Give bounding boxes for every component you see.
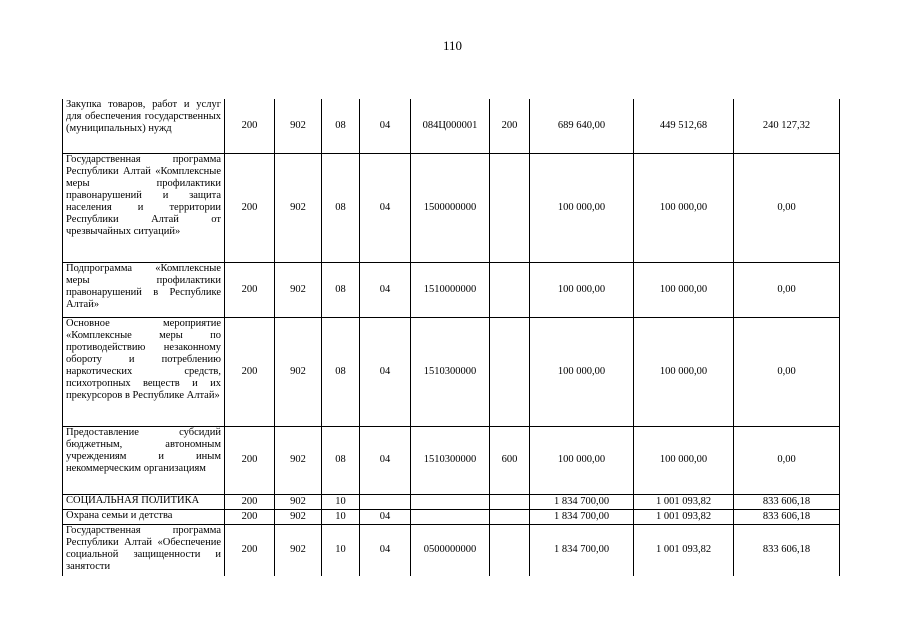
value-cell: 08 bbox=[322, 99, 360, 153]
value-cell bbox=[360, 494, 411, 509]
value-cell: 100 000,00 bbox=[530, 153, 634, 262]
value-cell: 1 001 093,82 bbox=[634, 494, 734, 509]
value-cell: 200 bbox=[225, 494, 275, 509]
value-cell: 902 bbox=[275, 99, 322, 153]
value-cell: 10 bbox=[322, 494, 360, 509]
value-cell: 0,00 bbox=[734, 262, 840, 317]
value-cell: 1 001 093,82 bbox=[634, 524, 734, 576]
value-cell: 200 bbox=[225, 262, 275, 317]
value-cell: 200 bbox=[225, 509, 275, 524]
value-cell: 100 000,00 bbox=[530, 262, 634, 317]
value-cell: 240 127,32 bbox=[734, 99, 840, 153]
value-cell: 1 834 700,00 bbox=[530, 494, 634, 509]
table-row bbox=[63, 524, 840, 576]
value-cell: 200 bbox=[225, 99, 275, 153]
row-name-cell: Охрана семьи и детства bbox=[63, 509, 225, 524]
table-row bbox=[63, 262, 840, 317]
value-cell: 1 834 700,00 bbox=[530, 524, 634, 576]
value-cell: 04 bbox=[360, 99, 411, 153]
value-cell: 833 606,18 bbox=[734, 524, 840, 576]
value-cell: 08 bbox=[322, 153, 360, 262]
value-cell: 100 000,00 bbox=[634, 153, 734, 262]
value-cell: 200 bbox=[225, 426, 275, 494]
value-cell: 200 bbox=[225, 153, 275, 262]
value-cell: 08 bbox=[322, 426, 360, 494]
value-cell: 1 001 093,82 bbox=[634, 509, 734, 524]
table-row bbox=[63, 426, 840, 494]
value-cell bbox=[490, 262, 530, 317]
budget-table bbox=[62, 99, 840, 576]
value-cell: 04 bbox=[360, 509, 411, 524]
value-cell: 902 bbox=[275, 509, 322, 524]
value-cell: 100 000,00 bbox=[530, 426, 634, 494]
value-cell: 10 bbox=[322, 524, 360, 576]
value-cell: 100 000,00 bbox=[634, 317, 734, 426]
row-name-cell: Государственная программа Республики Алтай «Комплексные меры профилактики правонарушений и защита населения и территории Республики Алтай от чрезвычайных ситуаций» bbox=[63, 153, 225, 262]
value-cell: 04 bbox=[360, 426, 411, 494]
value-cell: 200 bbox=[225, 317, 275, 426]
value-cell: 0500000000 bbox=[411, 524, 490, 576]
value-cell: 1510300000 bbox=[411, 317, 490, 426]
value-cell: 0,00 bbox=[734, 317, 840, 426]
value-cell: 200 bbox=[490, 99, 530, 153]
value-cell: 100 000,00 bbox=[634, 262, 734, 317]
value-cell: 200 bbox=[225, 524, 275, 576]
row-name-cell: Закупка товаров, работ и услуг для обеспечения государственных (муниципальных) нужд bbox=[63, 99, 225, 153]
value-cell: 449 512,68 bbox=[634, 99, 734, 153]
table-row bbox=[63, 509, 840, 524]
value-cell bbox=[490, 494, 530, 509]
value-cell: 833 606,18 bbox=[734, 494, 840, 509]
value-cell: 902 bbox=[275, 262, 322, 317]
value-cell: 1 834 700,00 bbox=[530, 509, 634, 524]
value-cell: 04 bbox=[360, 524, 411, 576]
value-cell: 902 bbox=[275, 524, 322, 576]
value-cell: 902 bbox=[275, 317, 322, 426]
value-cell: 833 606,18 bbox=[734, 509, 840, 524]
table-row bbox=[63, 317, 840, 426]
value-cell: 100 000,00 bbox=[634, 426, 734, 494]
value-cell: 902 bbox=[275, 153, 322, 262]
value-cell: 1510300000 bbox=[411, 426, 490, 494]
value-cell bbox=[490, 153, 530, 262]
value-cell: 902 bbox=[275, 494, 322, 509]
value-cell: 04 bbox=[360, 317, 411, 426]
value-cell: 0,00 bbox=[734, 153, 840, 262]
table-row bbox=[63, 153, 840, 262]
value-cell: 902 bbox=[275, 426, 322, 494]
value-cell: 084Ц000001 bbox=[411, 99, 490, 153]
value-cell: 10 bbox=[322, 509, 360, 524]
value-cell bbox=[490, 524, 530, 576]
table-row bbox=[63, 494, 840, 509]
value-cell bbox=[411, 509, 490, 524]
value-cell bbox=[490, 509, 530, 524]
page-number: 110 bbox=[442, 38, 463, 53]
value-cell bbox=[490, 317, 530, 426]
row-name-cell: СОЦИАЛЬНАЯ ПОЛИТИКА bbox=[63, 494, 225, 509]
value-cell: 0,00 bbox=[734, 426, 840, 494]
value-cell: 08 bbox=[322, 317, 360, 426]
value-cell bbox=[411, 494, 490, 509]
value-cell: 08 bbox=[322, 262, 360, 317]
value-cell: 04 bbox=[360, 262, 411, 317]
value-cell: 04 bbox=[360, 153, 411, 262]
value-cell: 1500000000 bbox=[411, 153, 490, 262]
value-cell: 600 bbox=[490, 426, 530, 494]
value-cell: 689 640,00 bbox=[530, 99, 634, 153]
row-name-cell: Подпрограмма «Комплексные меры профилактики правонарушений в Республике Алтай» bbox=[63, 262, 225, 317]
value-cell: 1510000000 bbox=[411, 262, 490, 317]
value-cell: 100 000,00 bbox=[530, 317, 634, 426]
row-name-cell: Государственная программа Республики Алтай «Обеспечение социальной защищенности и занятости bbox=[63, 524, 225, 576]
row-name-cell: Предоставление субсидий бюджетным, автономным учреждениям и иным некоммерческим организациям bbox=[63, 426, 225, 494]
row-name-cell: Основное мероприятие «Комплексные меры по противодействию незаконному обороту и потреблению наркотических средств, психотропных веществ и их прекурсоров в Республике Алтай» bbox=[63, 317, 225, 426]
table-row bbox=[63, 99, 840, 153]
